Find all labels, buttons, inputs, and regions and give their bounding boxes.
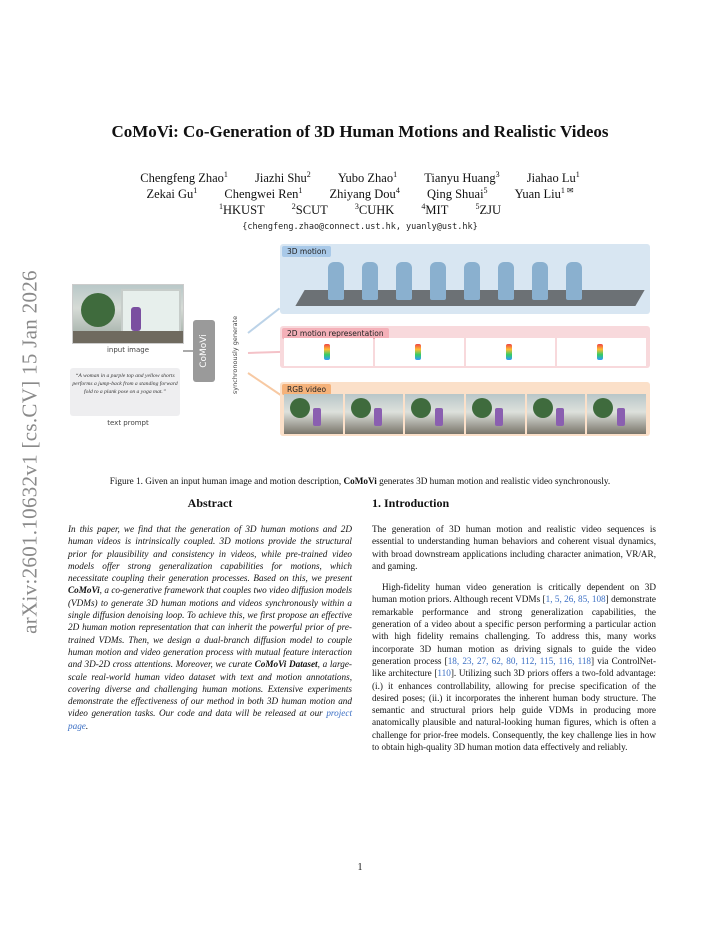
abstract-section: [68, 496, 352, 732]
body-mesh: [464, 262, 480, 300]
project-page-link[interactable]: project page: [68, 708, 352, 731]
page-number: 1: [357, 862, 363, 873]
model-box: [193, 320, 215, 382]
panel-rgb-video: [280, 382, 650, 436]
body-mesh: [396, 262, 412, 300]
author: Yuan Liu$^{1 ✉}$: [514, 186, 574, 202]
arxiv-watermark: [10, 262, 50, 642]
body-mesh: [328, 262, 344, 300]
panel-3d-motion: [280, 244, 650, 314]
frame-rgb: [527, 394, 586, 434]
affiliation: $^1$HKUST: [219, 202, 265, 218]
arxiv-id-text: arXiv:2601.10632v1 [cs.CV] 15 Jan 2026: [17, 270, 42, 634]
citation-link[interactable]: 110: [437, 668, 451, 679]
body-mesh: [430, 262, 446, 300]
citation-link[interactable]: 1, 5, 26, 85, 108: [545, 594, 606, 605]
body-mesh: [532, 262, 548, 300]
abstract-heading: Abstract: [187, 496, 233, 510]
author-emails: {chengfeng.zhao@connect.ust.hk, yuanly@ust.hk}: [242, 222, 478, 232]
body-mesh: [498, 262, 514, 300]
input-arrow: [183, 350, 193, 352]
affiliation: $^4$MIT: [421, 202, 449, 218]
frame-2d: [284, 338, 373, 366]
frame-rgb: [466, 394, 525, 434]
intro-paragraph-1: The generation of 3D human motion and realistic video sequences is essential to understanding human behaviors and coherent visual dynamics, with broad downstream applications including character animation, VR/AR, and gaming.: [372, 524, 656, 571]
panel-3d-label: 3D motion: [282, 246, 331, 257]
frames-2d: [284, 338, 646, 366]
input-image: [72, 284, 184, 344]
author: Zhiyang Dou$^4$: [329, 186, 400, 202]
text-prompt-box: “A woman in a purple top and yellow shorts performs a jump-back from a standing forward fold to a plank pose on a yoga mat.”: [70, 368, 180, 416]
sync-label-box: [220, 310, 250, 400]
frame-rgb: [587, 394, 646, 434]
authors-row-1: [0, 170, 720, 186]
author: Jiahao Lu$^1$: [526, 170, 580, 186]
frame-2d: [375, 338, 464, 366]
text-prompt-label: text prompt: [107, 419, 149, 427]
arrow-to-2d: [248, 351, 282, 354]
figure-1: [70, 240, 652, 465]
input-image-label: input image: [106, 346, 150, 354]
citation-link[interactable]: 18, 23, 27, 62, 80, 112, 115, 116, 118: [447, 655, 592, 666]
panel-2d-motion: [280, 326, 650, 368]
affiliation: $^3$CUHK: [354, 202, 395, 218]
intro-paragraph-2: High-fidelity human video generation is critically dependent on 3D human motion priors. Although recent VDMs [1, 5, 26, 85, 108] demonstrate remarkable performance and strong generalization capabilities, the generation of a video about a specific person performing a particular action with high fidelity remains challenging. To address this, many works incorporate 3D human motion as driving signals to guide the video generation process [18, 23, 27, 62, 80, 112, 115, 116, 118] via ControlNet-like architecture [110]. Utilizing such 3D priors offers a two-fold advantage: (i.) it enhances controllability, allowing for precise specification of the desired poses; (ii.) it incorporates the inherent human body structure. The semantic and structural priors help guide VDMs in producing more anatomically plausible and natural-looking human figures, which is often a challenge for prior-free models. Consequently, the key challenge lies in how to obtain high-quality 3D human motion data effectively and reliably.: [372, 582, 657, 753]
body-mesh: [566, 262, 582, 300]
model-label: CoMoVi: [199, 334, 209, 368]
intro-heading: 1. Introduction: [372, 496, 450, 510]
authors-row-2: [0, 186, 720, 202]
author: Chengwei Ren$^1$: [224, 186, 303, 202]
sync-label: synchronously generate: [231, 315, 239, 395]
frame-rgb: [405, 394, 464, 434]
figure-caption: Figure 1. Given an input human image and motion description, CoMoVi generates 3D human motion and realistic video synchronously.: [109, 476, 611, 486]
affiliations: [0, 202, 720, 218]
arrow-to-3d: [247, 308, 280, 334]
frame-rgb: [345, 394, 404, 434]
author: Chengfeng Zhao$^1$: [140, 170, 228, 186]
frame-2d: [466, 338, 555, 366]
frame-2d: [557, 338, 646, 366]
abstract-text: In this paper, we find that the generation of 3D human motions and 2D human videos is intrinsically coupled. 3D motions provide the structural prior for plausibility and consistency in videos, while pre-trained video models offer strong generalization capabilities for motions, which necessitate coupling their generation processes. Based on this, we present CoMoVi, a co-generative framework that couples two video diffusion models (VDMs) to generate 3D human motions and videos synchronously within a single diffusion denoising loop. To achieve this, we first propose an effective 2D human motion representation that can inherit the powerful prior of pre-trained VDMs. Then, we design a dual-branch diffusion model to couple human motion and video generation process with mutual feature interaction and 3D-2D cross attentions. Moreover, we curate CoMoVi Dataset, a large-scale real-world human video dataset with text and motion annotations, covering diverse and challenging human motions. Extensive experiments demonstrate the effectiveness of our method in both 3D human motion and video generation tasks. Our code and data will be released at our project page.: [68, 524, 352, 731]
panel-2d-label: 2D motion representation: [282, 328, 389, 339]
author: Qing Shuai$^5$: [426, 186, 488, 202]
author: Yubo Zhao$^1$: [337, 170, 398, 186]
frames-rgb: [284, 394, 646, 434]
panel-rgb-label: RGB video: [282, 384, 331, 395]
paper-title: CoMoVi: Co-Generation of 3D Human Motions and Realistic Videos: [111, 122, 609, 141]
body-mesh: [362, 262, 378, 300]
author: Zekai Gu$^1$: [146, 186, 198, 202]
affiliation: $^2$SCUT: [291, 202, 328, 218]
introduction-section: [372, 496, 656, 762]
arrow-to-rgb: [247, 372, 281, 396]
affiliation: $^5$ZJU: [475, 202, 501, 218]
author: Jiazhi Shu$^2$: [255, 170, 311, 186]
frame-rgb: [284, 394, 343, 434]
author: Tianyu Huang$^3$: [424, 170, 500, 186]
